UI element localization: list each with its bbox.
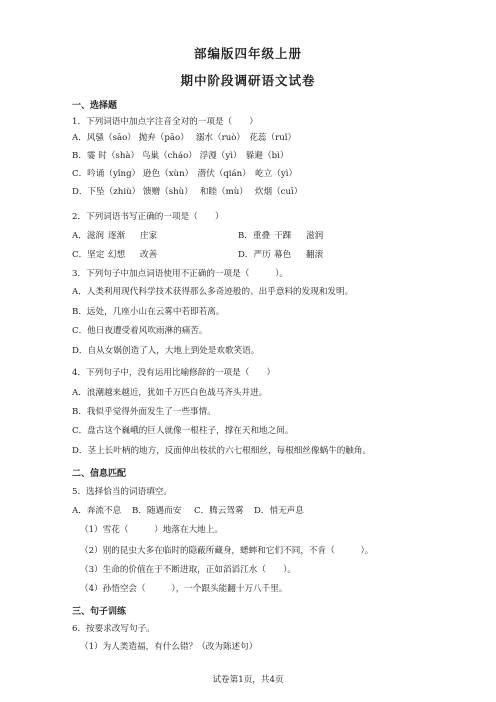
q2-b-word-3: 滋润 xyxy=(306,231,324,241)
q5-option-a: A．奔流不息 xyxy=(72,506,122,516)
page-title: 部编版四年级上册 xyxy=(193,46,302,61)
q4-option-d: D．茎上长叶柄的地方，反面伸出枝状的六七根细丝，每根细丝像蜗牛的触角。 xyxy=(72,446,372,456)
q1-option-d: D．下坠（zhiù） 馈赠（shù） 和睦（mù） 炊烟（cuī） xyxy=(72,187,303,197)
q2-b-word-1: B．重叠 xyxy=(238,231,271,241)
q1-option-c: C．吟诵（yǐng） 逊色（xùn） 潜伏（qián） 屹立（yì） xyxy=(72,169,298,179)
section-heading-sentence: 三、句子训练 xyxy=(72,607,127,617)
q5-item-3: （3）生命的价值在于不断进取，正如滔滔江水（ ）。 xyxy=(80,565,297,575)
q2-a-word-1: A．滋润 xyxy=(72,231,104,241)
q2-b-word-2: 干踝 xyxy=(274,231,292,241)
q3-option-a: A．人类利用现代科学技术获得那么多奇迹般的、出乎意料的发现和发明。 xyxy=(72,287,354,297)
q5-item-1: （1）雪花（ ）地落在大地上。 xyxy=(80,525,223,535)
q2-a-word-3: 庄家 xyxy=(140,231,158,241)
page-footer: 试卷第1页，共4页 xyxy=(212,675,284,685)
q5-option-d: D．悄无声息 xyxy=(254,506,304,516)
q6-item-1: （1）为人类造福，有什么错？（改为陈述句） xyxy=(80,642,258,652)
section-heading-choice: 一、选择题 xyxy=(72,101,118,111)
q2-row-cd xyxy=(72,248,323,260)
q2-c-word-3: 改善 xyxy=(140,250,158,260)
q3-option-b: B．远处，几座小山在云雾中若即若离。 xyxy=(72,307,225,317)
q1-option-a: A．风骚（sāo） 抛弃（pāo） 溺水（ruò） 花蕊（ruǐ） xyxy=(72,133,297,143)
q2-c-word-2: 幻想 xyxy=(108,250,126,260)
section-heading-match: 二、信息匹配 xyxy=(72,469,127,479)
q2-d-word-2: 幕色 xyxy=(274,250,292,260)
q5-options xyxy=(72,504,304,516)
q2-row-ab xyxy=(72,229,323,241)
q2-stem: 2．下列词语书写正确的一项是（ ） xyxy=(72,212,224,222)
q4-option-a: A．浪潮越来越近，犹如千万匹白色战马齐头并进。 xyxy=(72,388,268,398)
q2-d-word-3: 翻滚 xyxy=(306,250,324,260)
q3-stem: 3．下列句子中加点词语使用不正确的一项是（ ）。 xyxy=(72,269,289,279)
q4-option-b: B．我似乎觉得外面发生了一些事情。 xyxy=(72,407,216,417)
q6-stem: 6．按要求改写句子。 xyxy=(72,624,155,634)
q2-a-word-2: 逐渐 xyxy=(108,231,126,241)
q5-stem: 5．选择恰当的词语填空。 xyxy=(72,487,172,497)
q5-item-2: （2）别的昆虫大多在临时的隐蔽所藏身，蟋蟀和它们不同，不肯（ ）。 xyxy=(80,546,374,556)
q1-stem: 1．下列词语中加点字注音全对的一项是（ ） xyxy=(72,117,258,127)
page-subtitle: 期中阶段调研语文试卷 xyxy=(180,73,316,88)
q2-c-word-1: C．坚定 xyxy=(72,250,105,260)
q5-option-c: C．腾云驾雾 xyxy=(194,506,244,516)
q1-option-b: B．霎 时（shà） 鸟巢（cháo） 浮漫（yì） 躲避（bì） xyxy=(72,151,289,161)
q5-item-4: （4）孙悟空会（ ），一个跟头能翻十万八千里。 xyxy=(80,584,288,594)
q4-stem: 4．下列句子中，没有运用比喻修辞的一项是（ ） xyxy=(72,368,276,378)
q3-option-c: C．他日夜遭受着风吹雨淋的痛苦。 xyxy=(72,326,208,336)
q3-option-d: D．自从女娲创造了人，大地上到处是欢歌笑语。 xyxy=(72,346,260,356)
q2-d-word-1: D．严历 xyxy=(238,250,271,260)
q4-option-c: C．盘古这个巍峨的巨人就像一根柱子，撑在天和地之间。 xyxy=(72,426,294,436)
q5-option-b: B．随遇而安 xyxy=(132,506,182,516)
